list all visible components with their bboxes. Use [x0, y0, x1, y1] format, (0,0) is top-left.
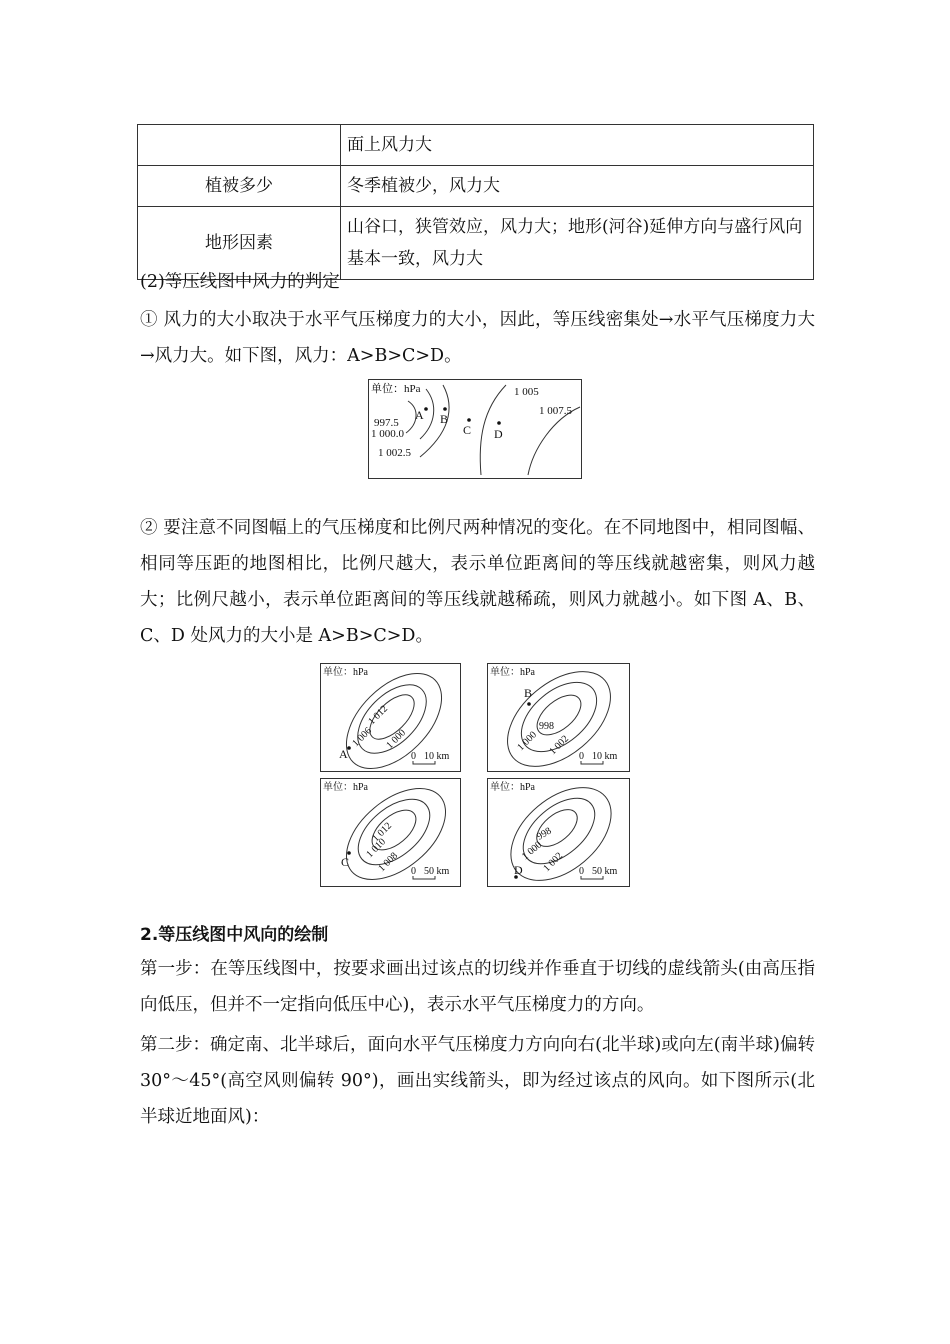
scale-label: 10 km [592, 751, 618, 762]
table-row [138, 166, 814, 207]
isobar-label: 1 008 [376, 850, 401, 875]
isobar-label: 1 000 [515, 729, 540, 754]
point-marker [497, 421, 501, 425]
point-label: C [341, 855, 350, 869]
isobar-figure-1 [368, 379, 582, 479]
unit-label: 单位：hPa [490, 782, 535, 793]
table-cell-desc: 冬季植被少，风力大 [341, 166, 814, 207]
table-row [138, 125, 814, 166]
table-cell-factor: 植被多少 [138, 166, 341, 207]
table-cell-factor: 地形因素 [138, 207, 341, 280]
isobar-panel-b [487, 663, 633, 773]
isobar-label: 1 000 [384, 727, 409, 752]
paragraph-point1: ① 风力的大小取决于水平气压梯度力的大小，因此，等压线密集处→水平气压梯度力大→风力大。如下图，风力：A>B>C>D。 [140, 310, 815, 366]
point-label: A [339, 747, 348, 761]
scale-label: 50 km [424, 866, 450, 877]
table-cell-factor [138, 125, 341, 166]
isobar-label: 1 002.5 [378, 447, 411, 459]
point-marker [443, 407, 447, 411]
isobar-label: 998 [539, 721, 554, 732]
section-title: (2)等压线图中风力的判定 [140, 272, 340, 292]
unit-label: 单位：hPa [371, 383, 421, 395]
isobar-line [528, 407, 580, 475]
isobar-panel-d [487, 778, 633, 888]
point-label: A [415, 408, 424, 422]
isobar-label: 998 [535, 825, 554, 843]
scale-label: 50 km [592, 866, 618, 877]
isobar-label: 1 007.5 [539, 405, 572, 417]
point-label: B [440, 412, 449, 426]
isobar-label: 1 000.0 [371, 428, 404, 440]
point-label: D [494, 427, 503, 441]
table-cell-desc: 面上风力大 [341, 125, 814, 166]
isobar-label: 1 006 [350, 725, 375, 750]
point-marker [527, 702, 531, 706]
unit-label: 单位：hPa [323, 667, 368, 678]
point-label: D [514, 863, 523, 877]
paragraph-step2: 第二步：确定南、北半球后，面向水平气压梯度力方向向右(北半球)或向左(南半球)偏转 30°～45°(高空风则偏转 90°)，画出实线箭头，即为经过该点的风向。如下图所示(北半球近地面风)： [140, 1035, 815, 1127]
point-label: B [524, 686, 533, 700]
paragraph-step1: 第一步：在等压线图中，按要求画出过该点的切线并作垂直于切线的虚线箭头(由高压指向低压，但并不一定指向低压中心)，表示水平气压梯度力的方向。 [140, 959, 815, 1015]
isobars [406, 385, 580, 475]
isobar-label: 1 012 [370, 820, 395, 845]
point-marker [424, 407, 428, 411]
table-row [138, 207, 814, 280]
isobar-label: 1 002 [541, 850, 566, 875]
point-marker [347, 746, 351, 750]
table-cell-desc: 山谷口，狭管效应，风力大；地形(河谷)延伸方向与盛行风向基本一致，风力大 [341, 207, 814, 280]
unit-label: 单位：hPa [490, 667, 535, 678]
scale-zero: 0 [579, 751, 584, 762]
isobar-label: 1 010 [364, 836, 389, 861]
section-heading: 2.等压线图中风向的绘制 [140, 925, 329, 945]
scale-zero: 0 [579, 866, 584, 877]
paragraph-point2: ② 要注意不同图幅上的气压梯度和比例尺两种情况的变化。在不同地图中，相同图幅、相同等压距的地图相比，比例尺越大，表示单位距离间的等压线就越密集，则风力越大；比例尺越小，表示单位距离间的等压线就越稀疏，则风力就越小。如下图 A、B、C、D 处风力的大小是 A>B>C>D。 [140, 518, 815, 646]
isobar-label: 1 000 [519, 839, 545, 863]
scale-zero: 0 [411, 751, 416, 762]
point-label: C [463, 423, 472, 437]
isobar-label: 1 005 [514, 386, 539, 398]
scale-label: 10 km [424, 751, 450, 762]
point-marker [467, 418, 471, 422]
isobar-panel-c [320, 778, 466, 888]
wind-factor-table [137, 124, 814, 280]
unit-label: 单位：hPa [323, 782, 368, 793]
isobar-label: 1 002 [547, 733, 572, 758]
isobar-label: 1 012 [366, 703, 391, 728]
isobar-panel-a [320, 663, 466, 773]
scale-zero: 0 [411, 866, 416, 877]
isobar-label: 997.5 [374, 417, 399, 429]
